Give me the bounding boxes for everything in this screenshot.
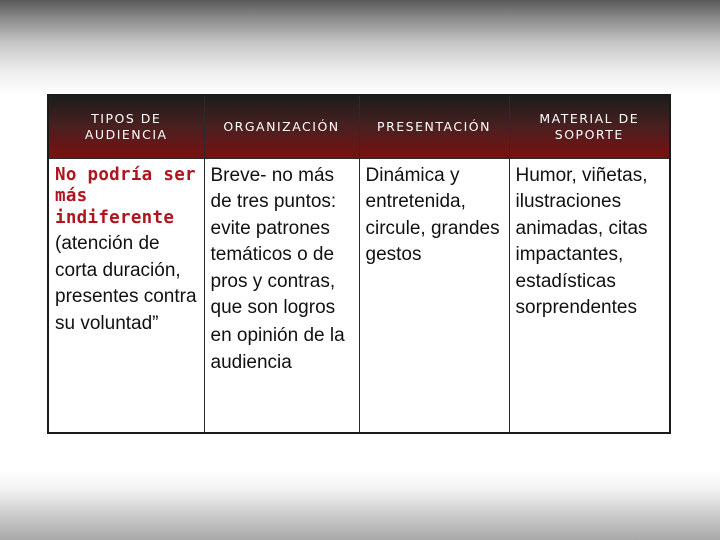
header-presentation: PRESENTACIÓN [359,96,509,158]
audience-table [47,94,671,434]
cell-presentation [359,158,509,432]
cell-support-material [509,158,669,432]
header-support-material: MATERIAL DE SOPORTE [509,96,669,158]
organization-extra-text: en opinión de la audiencia [210,324,345,373]
support-material-text: Humor, viñetas, ilustraciones animadas, citas impactantes, estadísticas sorprendentes [515,164,648,318]
header-organization: ORGANIZACIÓN [204,96,359,158]
cell-organization [204,158,359,432]
organization-main-text: Breve- no más de tres puntos: evite patrones temáticos o de pros y contras, que son logros [210,164,337,318]
table-row [49,158,669,432]
audience-table-grid [49,96,669,432]
cell-audience-type [49,158,204,432]
table-header-row [49,96,669,158]
header-audience-types: TIPOS DE AUDIENCIA [49,96,204,158]
presentation-text: Dinámica y entretenida, circule, grandes gestos [365,164,500,265]
audience-detail-text: (atención de corta duración, presentes contra su voluntad” [55,233,197,334]
audience-emphasis-text: No podría ser más indiferente [55,164,196,228]
